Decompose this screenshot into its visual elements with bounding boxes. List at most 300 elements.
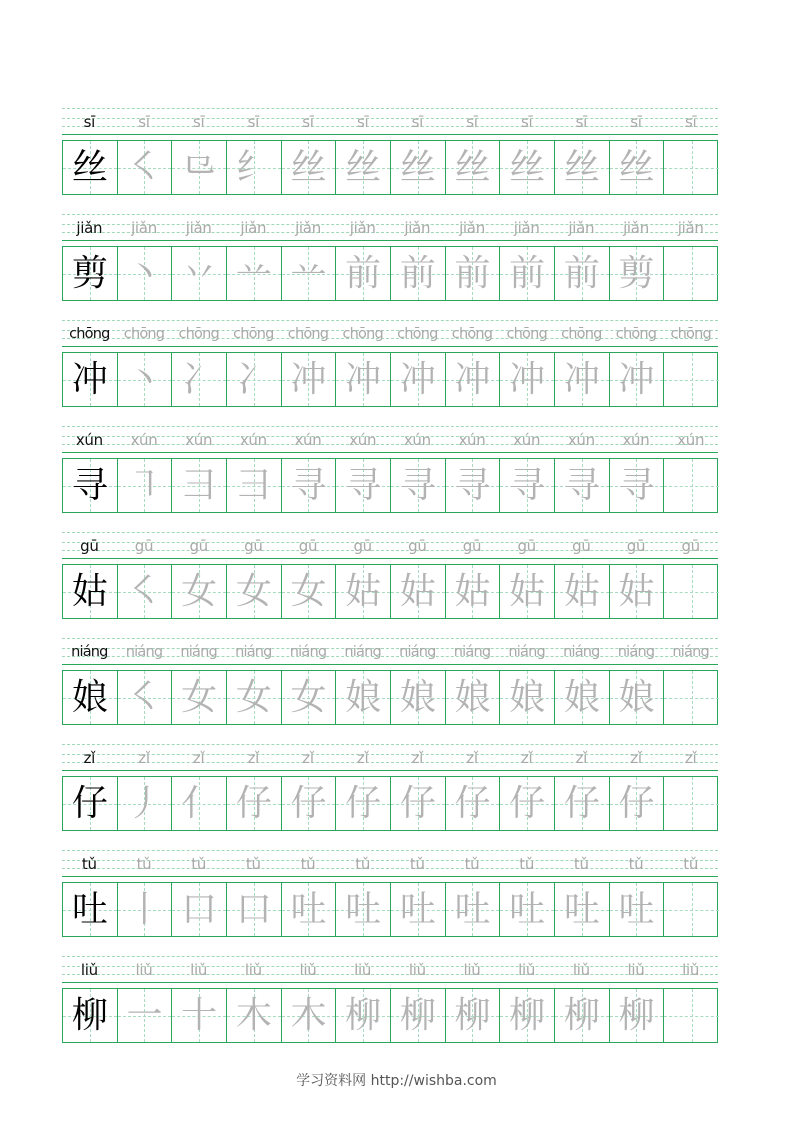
tian-zi-cell <box>610 883 665 936</box>
pinyin-trace: chōng <box>287 326 329 342</box>
stroke-step-character: 前 <box>509 253 546 294</box>
stroke-step-character: 寻 <box>399 465 436 506</box>
tian-zi-cell <box>446 353 501 406</box>
tian-zi-cell <box>227 353 282 406</box>
tian-zi-cell <box>282 883 337 936</box>
pinyin-guide-lines <box>62 742 718 772</box>
stroke-step-character: 丿 <box>126 783 163 824</box>
tian-zi-cell <box>227 459 282 512</box>
stroke-step-character: 仔 <box>454 783 491 824</box>
tian-zi-cell <box>446 777 501 830</box>
pinyin-trace: gū <box>681 537 700 555</box>
tian-zi-cell <box>118 141 173 194</box>
stroke-step-character: 丝 <box>618 147 655 188</box>
pinyin-trace: sī <box>356 113 369 131</box>
tian-zi-cell <box>172 353 227 406</box>
tian-zi-cell <box>664 989 719 1042</box>
pinyin-trace: xún <box>622 431 650 449</box>
pinyin-trace: liǔ <box>190 961 208 979</box>
pinyin-trace: tǔ <box>573 855 589 873</box>
tian-zi-cell <box>446 671 501 724</box>
pinyin-trace: niáng <box>508 644 545 660</box>
stroke-step-character: 亻 <box>181 783 218 824</box>
stroke-step-character: 娘 <box>509 677 546 718</box>
practice-row <box>62 530 718 636</box>
tian-zi-cell <box>500 459 555 512</box>
pinyin-model: xún <box>75 431 103 449</box>
stroke-step-character: 前 <box>454 253 491 294</box>
tian-zi-cell <box>63 353 118 406</box>
tian-zi-cell <box>664 247 719 300</box>
stroke-step-character: 木 <box>235 995 272 1036</box>
pinyin-trace: gū <box>626 537 646 555</box>
stroke-step-character: 丶 <box>126 253 163 294</box>
stroke-step-character: 吐 <box>290 889 327 930</box>
tian-zi-cell <box>336 353 391 406</box>
worksheet <box>62 106 718 1060</box>
stroke-step-character: ㇕ <box>126 465 163 506</box>
pinyin-trace: tǔ <box>409 855 425 873</box>
stroke-step-character: 寻 <box>618 465 655 506</box>
stroke-step-character: ㇛ <box>126 147 163 188</box>
practice-row <box>62 848 718 954</box>
pinyin-trace: sī <box>684 113 697 131</box>
pinyin-trace: gū <box>408 537 427 555</box>
pinyin-guide-lines <box>62 106 718 136</box>
tian-zi-cell <box>500 989 555 1042</box>
tian-zi-cell <box>172 883 227 936</box>
stroke-step-character: 仔 <box>290 783 327 824</box>
tian-zi-cell <box>664 883 719 936</box>
pinyin-trace: jiǎn <box>131 219 157 237</box>
tian-zi-cell <box>500 247 555 300</box>
pinyin-trace: tǔ <box>355 855 371 873</box>
stroke-step-character: 女 <box>235 677 272 718</box>
stroke-step-character: 冲 <box>345 359 382 400</box>
pinyin-trace: gū <box>244 537 263 555</box>
pinyin-trace: chōng <box>451 326 493 342</box>
tian-zi-cell <box>282 777 337 830</box>
tian-zi-cell <box>336 459 391 512</box>
tian-zi-cell <box>555 459 610 512</box>
pinyin-trace: liǔ <box>518 961 536 979</box>
practice-row <box>62 954 718 1060</box>
pinyin-trace: xún <box>513 431 541 449</box>
stroke-step-character: 䒑 <box>290 253 327 294</box>
tian-zi-cell <box>63 247 118 300</box>
stroke-step-character: 娘 <box>563 677 600 718</box>
pinyin-trace: chōng <box>178 326 219 342</box>
stroke-step-character: 柳 <box>563 995 600 1036</box>
stroke-step-character: 冫 <box>235 359 272 400</box>
tian-zi-cell <box>227 883 282 936</box>
stroke-step-character: 冲 <box>618 359 655 400</box>
pinyin-trace: tǔ <box>519 855 535 873</box>
tian-zi-cell <box>63 989 118 1042</box>
pinyin-trace: xún <box>130 431 158 449</box>
stroke-step-character: 丝 <box>345 147 382 188</box>
pinyin-trace: liǔ <box>135 961 153 979</box>
character-grid <box>62 458 718 513</box>
tian-zi-cell <box>172 459 227 512</box>
tian-zi-cell <box>282 989 337 1042</box>
stroke-step-character: 前 <box>563 253 600 294</box>
pinyin-trace: chōng <box>342 326 383 342</box>
tian-zi-cell <box>336 777 391 830</box>
stroke-step-character: 冫 <box>181 359 218 400</box>
pinyin-guide-lines <box>62 848 718 878</box>
stroke-step-character: 寻 <box>290 465 327 506</box>
pinyin-trace: niáng <box>289 644 327 660</box>
pinyin-model: jiǎn <box>76 219 103 237</box>
pinyin-trace: xún <box>349 431 377 449</box>
stroke-step-character: 丝 <box>399 147 436 188</box>
pinyin-trace: tǔ <box>464 855 480 873</box>
stroke-step-character: 姑 <box>454 571 491 612</box>
stroke-step-character: ㇛ <box>126 571 163 612</box>
tian-zi-cell <box>500 671 555 724</box>
pinyin-trace: liǔ <box>244 961 262 979</box>
tian-zi-cell <box>391 565 446 618</box>
tian-zi-cell <box>118 247 173 300</box>
pinyin-trace: niáng <box>563 644 600 660</box>
character-grid <box>62 882 718 937</box>
pinyin-trace: chōng <box>670 326 711 342</box>
tian-zi-cell <box>282 565 337 618</box>
stroke-step-character: 姑 <box>509 571 546 612</box>
stroke-step-character: 女 <box>235 571 272 612</box>
tian-zi-cell <box>63 565 118 618</box>
pinyin-trace: gū <box>189 537 208 555</box>
stroke-step-character: 姑 <box>618 571 655 612</box>
stroke-step-character: 女 <box>181 571 218 612</box>
model-character: 丝 <box>71 147 108 188</box>
pinyin-trace: jiǎn <box>404 219 431 237</box>
model-character: 姑 <box>71 571 108 612</box>
practice-row <box>62 212 718 318</box>
tian-zi-cell <box>118 777 173 830</box>
pinyin-trace: zǐ <box>356 749 369 767</box>
pinyin-trace: jiǎn <box>623 219 649 237</box>
pinyin-trace: niáng <box>180 644 217 660</box>
pinyin-trace: zǐ <box>138 749 150 767</box>
tian-zi-cell <box>172 565 227 618</box>
pinyin-trace: zǐ <box>466 749 478 767</box>
stroke-step-character: 吐 <box>454 889 491 930</box>
stroke-step-character: 女 <box>290 571 327 612</box>
tian-zi-cell <box>391 353 446 406</box>
tian-zi-cell <box>610 989 665 1042</box>
tian-zi-cell <box>282 671 337 724</box>
tian-zi-cell <box>391 671 446 724</box>
tian-zi-cell <box>172 141 227 194</box>
stroke-step-character: 柳 <box>618 995 655 1036</box>
stroke-step-character: 寻 <box>454 465 491 506</box>
stroke-step-character: 丷 <box>181 253 218 294</box>
pinyin-trace: jiǎn <box>677 219 704 237</box>
pinyin-trace: zǐ <box>192 749 205 767</box>
stroke-step-character: 柳 <box>509 995 546 1036</box>
pinyin-trace: niáng <box>235 644 272 660</box>
tian-zi-cell <box>282 247 337 300</box>
pinyin-trace: xún <box>294 431 322 449</box>
pinyin-trace: liǔ <box>627 961 645 979</box>
pinyin-trace: niáng <box>125 644 163 660</box>
stroke-step-character: 柳 <box>454 995 491 1036</box>
tian-zi-cell <box>172 989 227 1042</box>
stroke-step-character: 吐 <box>618 889 655 930</box>
pinyin-guide-lines <box>62 318 718 348</box>
tian-zi-cell <box>336 565 391 618</box>
pinyin-trace: gū <box>353 537 372 555</box>
character-grid <box>62 776 718 831</box>
tian-zi-cell <box>391 883 446 936</box>
stroke-step-character: 吐 <box>345 889 382 930</box>
stroke-step-character: 䒑 <box>235 253 272 294</box>
pinyin-trace: tǔ <box>245 855 261 873</box>
pinyin-trace: xún <box>185 431 213 449</box>
pinyin-trace: sī <box>302 113 314 131</box>
stroke-step-character: 口 <box>235 889 272 930</box>
tian-zi-cell <box>282 141 337 194</box>
pinyin-trace: sī <box>138 113 150 131</box>
pinyin-trace: xún <box>403 431 431 449</box>
pinyin-model: liǔ <box>80 961 98 979</box>
tian-zi-cell <box>610 459 665 512</box>
character-grid <box>62 670 718 725</box>
practice-row <box>62 106 718 212</box>
stroke-step-character: 仔 <box>618 783 655 824</box>
stroke-step-character: 姑 <box>563 571 600 612</box>
pinyin-trace: jiǎn <box>295 219 321 237</box>
stroke-step-character: 丝 <box>563 147 600 188</box>
model-character: 娘 <box>71 677 108 718</box>
footer-source: 学习资料网 http://wishba.com <box>296 1073 497 1089</box>
stroke-step-character: 娘 <box>454 677 491 718</box>
pinyin-trace: chōng <box>233 326 274 342</box>
tian-zi-cell <box>118 459 173 512</box>
pinyin-trace: niáng <box>617 644 655 660</box>
pinyin-trace: jiǎn <box>568 219 595 237</box>
stroke-step-character: 冲 <box>399 359 436 400</box>
tian-zi-cell <box>227 989 282 1042</box>
tian-zi-cell <box>118 565 173 618</box>
pinyin-trace: zǐ <box>575 749 588 767</box>
character-grid <box>62 988 718 1043</box>
pinyin-trace: gū <box>517 537 536 555</box>
pinyin-trace: sī <box>520 113 533 131</box>
model-character: 冲 <box>71 359 108 400</box>
practice-row <box>62 318 718 424</box>
stroke-step-character: 仔 <box>345 783 382 824</box>
pinyin-trace: niáng <box>399 644 436 660</box>
tian-zi-cell <box>555 353 610 406</box>
stroke-step-character: 吐 <box>509 889 546 930</box>
pinyin-trace: zǐ <box>520 749 533 767</box>
tian-zi-cell <box>391 459 446 512</box>
pinyin-trace: niáng <box>453 644 491 660</box>
pinyin-trace: gū <box>298 537 318 555</box>
tian-zi-cell <box>118 989 173 1042</box>
model-character: 吐 <box>71 889 108 930</box>
tian-zi-cell <box>63 141 118 194</box>
stroke-step-character: 冲 <box>563 359 600 400</box>
pinyin-trace: niáng <box>344 644 381 660</box>
pinyin-trace: liǔ <box>408 961 426 979</box>
stroke-step-character: 寻 <box>563 465 600 506</box>
tian-zi-cell <box>555 247 610 300</box>
tian-zi-cell <box>500 565 555 618</box>
stroke-step-character: 姑 <box>399 571 436 612</box>
pinyin-trace: tǔ <box>136 855 152 873</box>
pinyin-trace: zǐ <box>247 749 260 767</box>
tian-zi-cell <box>172 777 227 830</box>
tian-zi-cell <box>610 565 665 618</box>
stroke-step-character: 丝 <box>454 147 491 188</box>
tian-zi-cell <box>555 565 610 618</box>
pinyin-trace: liǔ <box>354 961 372 979</box>
pinyin-trace: liǔ <box>463 961 481 979</box>
pinyin-trace: zǐ <box>684 749 697 767</box>
stroke-step-character: 丶 <box>126 359 163 400</box>
stroke-step-character: ⺋ <box>181 147 218 188</box>
stroke-step-character: 柳 <box>399 995 436 1036</box>
pinyin-trace: niáng <box>672 644 709 660</box>
pinyin-guide-lines <box>62 530 718 560</box>
pinyin-trace: zǐ <box>411 749 424 767</box>
stroke-step-character: ㇛ <box>126 677 163 718</box>
pinyin-trace: xún <box>567 431 595 449</box>
tian-zi-cell <box>610 777 665 830</box>
pinyin-model: zǐ <box>83 749 96 767</box>
tian-zi-cell <box>282 459 337 512</box>
stroke-step-character: 前 <box>399 253 436 294</box>
stroke-step-character: 吐 <box>399 889 436 930</box>
tian-zi-cell <box>172 671 227 724</box>
pinyin-model: sī <box>83 113 96 131</box>
pinyin-guide-lines <box>62 212 718 242</box>
tian-zi-cell <box>282 353 337 406</box>
tian-zi-cell <box>446 459 501 512</box>
tian-zi-cell <box>446 565 501 618</box>
tian-zi-cell <box>610 247 665 300</box>
stroke-step-character: 吐 <box>563 889 600 930</box>
stroke-step-character: 彐 <box>235 465 272 506</box>
stroke-step-character: 仔 <box>509 783 546 824</box>
character-grid <box>62 352 718 407</box>
stroke-step-character: 娘 <box>345 677 382 718</box>
stroke-step-character: 仔 <box>235 783 272 824</box>
stroke-step-character: 仔 <box>399 783 436 824</box>
stroke-step-character: 冲 <box>290 359 327 400</box>
tian-zi-cell <box>446 141 501 194</box>
character-grid <box>62 246 718 301</box>
stroke-step-character: 寻 <box>509 465 546 506</box>
tian-zi-cell <box>118 353 173 406</box>
pinyin-trace: jiǎn <box>240 219 267 237</box>
tian-zi-cell <box>227 565 282 618</box>
stroke-step-character: 柳 <box>345 995 382 1036</box>
tian-zi-cell <box>555 777 610 830</box>
pinyin-trace: sī <box>411 113 424 131</box>
tian-zi-cell <box>227 247 282 300</box>
stroke-step-character: 彐 <box>181 465 218 506</box>
tian-zi-cell <box>446 247 501 300</box>
practice-row <box>62 742 718 848</box>
pinyin-trace: liǔ <box>299 961 317 979</box>
tian-zi-cell <box>664 141 719 194</box>
tian-zi-cell <box>555 671 610 724</box>
pinyin-trace: sī <box>192 113 205 131</box>
tian-zi-cell <box>664 353 719 406</box>
pinyin-model: tǔ <box>81 855 97 873</box>
tian-zi-cell <box>555 883 610 936</box>
pinyin-trace: chōng <box>561 326 602 342</box>
model-character: 剪 <box>71 253 108 294</box>
practice-row <box>62 424 718 530</box>
stroke-step-character: 木 <box>290 995 327 1036</box>
tian-zi-cell <box>555 141 610 194</box>
pinyin-model: gū <box>80 537 99 555</box>
pinyin-trace: liǔ <box>572 961 590 979</box>
model-character: 寻 <box>71 465 108 506</box>
tian-zi-cell <box>336 247 391 300</box>
pinyin-trace: xún <box>458 431 486 449</box>
pinyin-trace: zǐ <box>630 749 642 767</box>
stroke-step-character: 纟 <box>235 147 272 188</box>
stroke-step-character: 仔 <box>563 783 600 824</box>
tian-zi-cell <box>391 247 446 300</box>
tian-zi-cell <box>63 459 118 512</box>
pinyin-guide-lines <box>62 424 718 454</box>
pinyin-trace: jiǎn <box>459 219 485 237</box>
tian-zi-cell <box>391 989 446 1042</box>
tian-zi-cell <box>610 671 665 724</box>
pinyin-trace: jiǎn <box>349 219 376 237</box>
tian-zi-cell <box>172 247 227 300</box>
pinyin-guide-lines <box>62 636 718 666</box>
practice-row <box>62 636 718 742</box>
pinyin-trace: chōng <box>615 326 657 342</box>
tian-zi-cell <box>336 141 391 194</box>
tian-zi-cell <box>63 883 118 936</box>
pinyin-trace: chōng <box>506 326 547 342</box>
tian-zi-cell <box>610 353 665 406</box>
pinyin-trace: tǔ <box>300 855 316 873</box>
pinyin-trace: sī <box>247 113 260 131</box>
pinyin-trace: tǔ <box>683 855 699 873</box>
tian-zi-cell <box>500 141 555 194</box>
stroke-step-character: 女 <box>290 677 327 718</box>
pinyin-trace: gū <box>134 537 154 555</box>
pinyin-trace: jiǎn <box>185 219 212 237</box>
tian-zi-cell <box>500 353 555 406</box>
character-grid <box>62 140 718 195</box>
pinyin-guide-lines <box>62 954 718 984</box>
tian-zi-cell <box>500 883 555 936</box>
pinyin-trace: sī <box>630 113 642 131</box>
pinyin-trace: jiǎn <box>513 219 540 237</box>
tian-zi-cell <box>555 989 610 1042</box>
stroke-step-character: 女 <box>181 677 218 718</box>
stroke-step-character: 娘 <box>618 677 655 718</box>
tian-zi-cell <box>227 671 282 724</box>
pinyin-model: chōng <box>69 326 110 342</box>
pinyin-trace: zǐ <box>302 749 314 767</box>
tian-zi-cell <box>227 141 282 194</box>
tian-zi-cell <box>610 141 665 194</box>
character-grid <box>62 564 718 619</box>
